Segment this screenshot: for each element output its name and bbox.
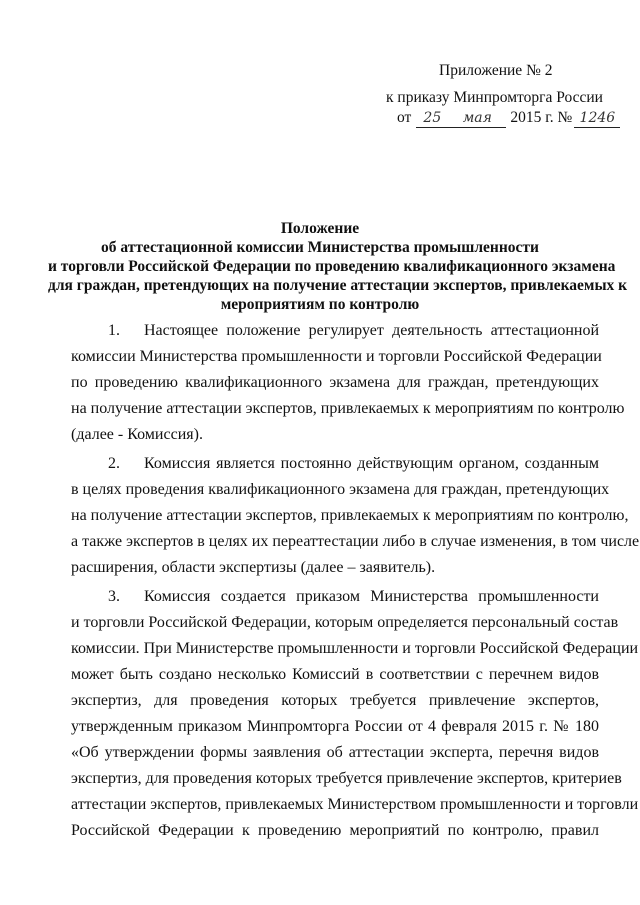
paragraph-line: аттестации экспертов, привлекаемых Министерством промышленности и торговли: [71, 796, 639, 813]
paragraph-line: комиссии Министерства промышленности и торговли Российской Федерации: [71, 348, 602, 365]
paragraph-line: расширения, области экспертизы (далее – заявитель).: [71, 559, 436, 576]
handwritten-month: мая: [448, 110, 506, 128]
paragraph-line: утвержденным приказом Минпромторга России от 4 февраля 2015 г. № 180: [71, 718, 599, 735]
title-line: и торговли Российской Федерации по проведению квалификационного экзамена: [48, 258, 616, 275]
paragraph-line: по проведению квалификационного экзамена для граждан, претендующих: [71, 374, 599, 391]
paragraph-line: комиссии. При Министерстве промышленности и торговли Российской Федерации: [71, 640, 639, 657]
title-line: об аттестационной комиссии Министерства промышленности: [101, 239, 539, 256]
paragraph-number: 2.: [108, 455, 120, 472]
document-body: [71, 318, 640, 847]
paragraph-line: на получение аттестации экспертов, привлекаемых к мероприятиям по контролю,: [71, 507, 629, 524]
date-prefix: от: [397, 109, 412, 126]
appendix-label: Приложение № 2: [439, 62, 553, 79]
order-date-line: [397, 109, 620, 128]
paragraph-line: (далее - Комиссия).: [71, 426, 203, 443]
paragraph-line: Комиссия создается приказом Министерства промышленности: [144, 588, 599, 605]
paragraph-line: в целях проведения квалификационного экзамена для граждан, претендующих: [71, 481, 610, 498]
order-reference: к приказу Минпромторга России: [386, 89, 603, 106]
paragraph-line: Комиссия является постоянно действующим органом, созданным: [144, 455, 599, 472]
paragraph-line: Российской Федерации к проведению мероприятий по контролю, правил: [71, 822, 599, 839]
paragraph-1: [71, 318, 625, 448]
paragraph-line: экспертиз, для проведения которых требуется привлечение экспертов,: [71, 692, 599, 709]
paragraph-line: «Об утверждении формы заявления об аттестации эксперта, перечня видов: [71, 744, 599, 761]
paragraph-number: 1.: [108, 322, 120, 339]
paragraph-number: 3.: [108, 588, 120, 605]
paragraph-line: экспертиз, для проведения которых требуется привлечение экспертов, критериев: [71, 770, 622, 787]
paragraph-line: и торговли Российской Федерации, которым определяется персональный состав: [71, 614, 619, 631]
paragraph-line: Настоящее положение регулирует деятельность аттестационной: [144, 322, 599, 339]
title-line: мероприятиям по контролю: [220, 296, 420, 313]
handwritten-order-number: 1246: [574, 110, 620, 128]
date-year: 2015 г. №: [510, 109, 573, 126]
paragraph-line: на получение аттестации экспертов, привлекаемых к мероприятиям по контролю: [71, 400, 625, 417]
paragraph-2: [71, 451, 640, 581]
title-line: Положение: [280, 220, 360, 237]
paragraph-line: а также экспертов в целях их переаттестации либо в случае изменения, в том числе: [71, 533, 640, 550]
paragraph-line: может быть создано несколько Комиссий в соответствии с перечнем видов: [71, 666, 599, 683]
document-title: [48, 219, 628, 314]
paragraph-3: [71, 584, 639, 844]
handwritten-day: 25: [416, 110, 448, 128]
title-line: для граждан, претендующих на получение аттестации экспертов, привлекаемых к: [48, 277, 628, 294]
